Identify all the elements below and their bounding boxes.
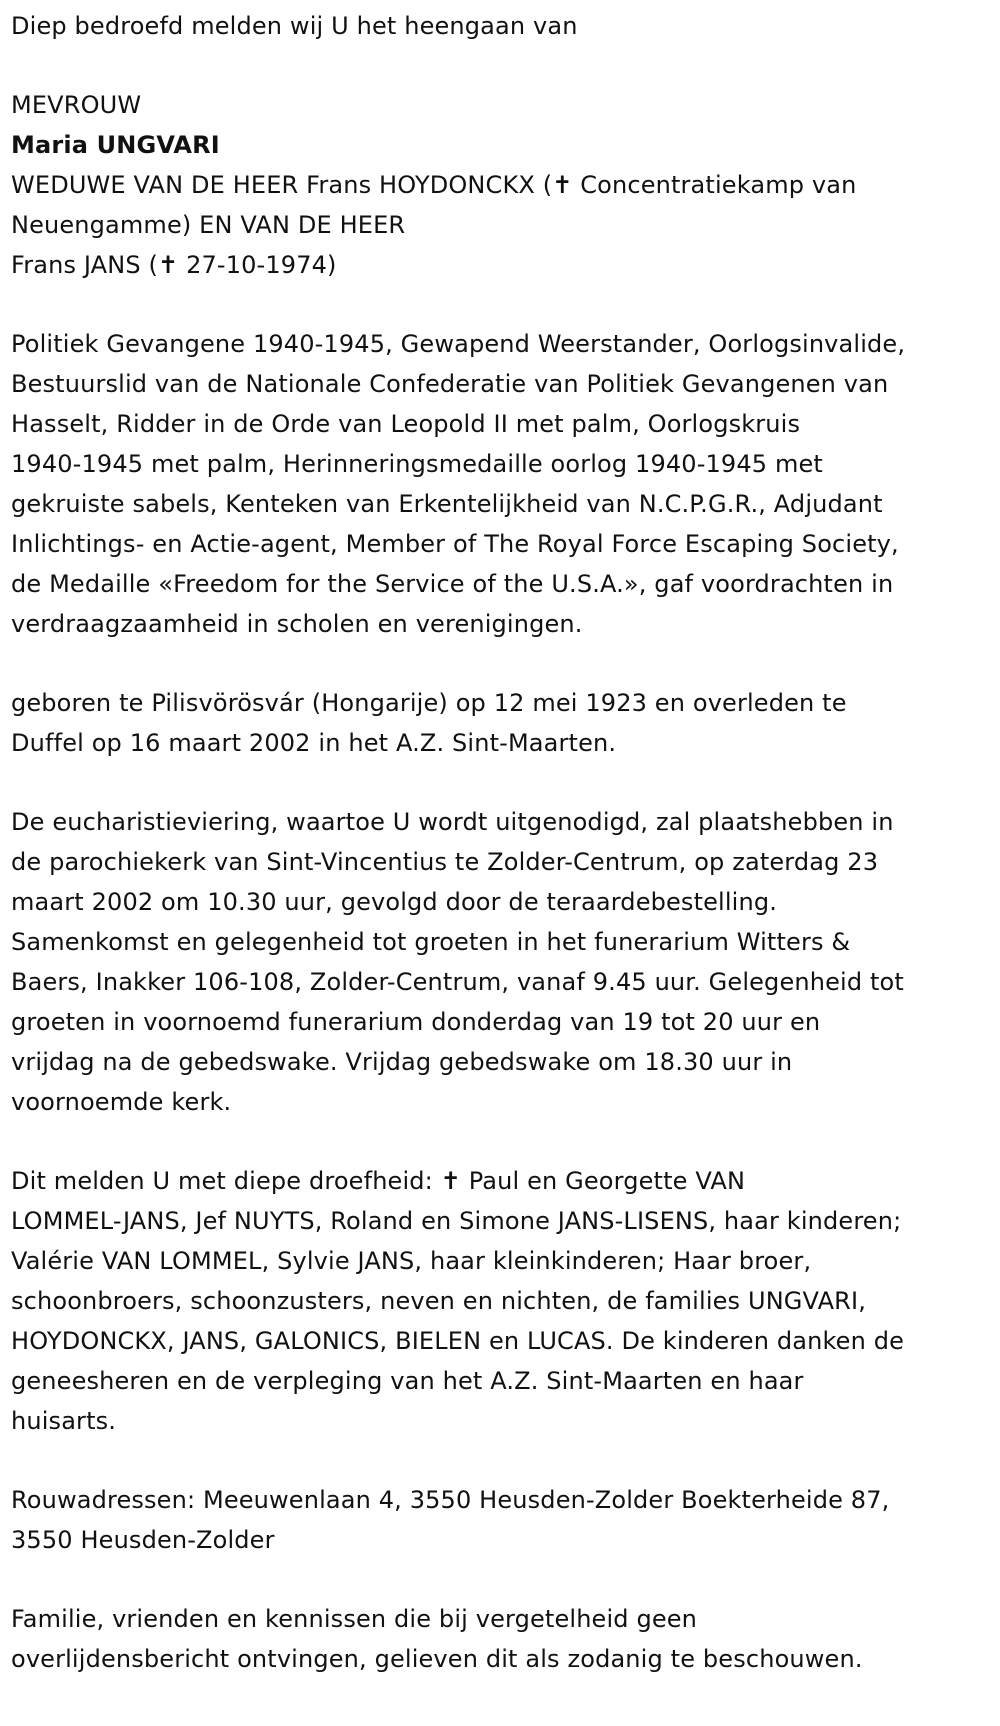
widow-of-line: Neuengamme) EN VAN DE HEER [11, 211, 406, 239]
ceremony-line: vrijdag na de gebedswake. Vrijdag gebedswake om 18.30 uur in [11, 1048, 793, 1076]
spacer [11, 285, 991, 324]
deceased-name: Maria UNGVARI [11, 131, 220, 159]
spacer [11, 46, 991, 85]
ceremony-line: De eucharistieviering, waartoe U wordt uitgenodigd, zal plaatshebben in [11, 808, 894, 836]
honors-line: Inlichtings- en Actie-agent, Member of The Royal Force Escaping Society, [11, 530, 899, 558]
honors-line: 1940-1945 met palm, Herinneringsmedaille oorlog 1940-1945 met [11, 450, 823, 478]
honors-paragraph [11, 324, 991, 644]
widow-of-line: Frans JANS (✝ 27-10-1974) [11, 251, 337, 279]
birth-death-line: Duffel op 16 maart 2002 in het A.Z. Sint-Maarten. [11, 729, 617, 757]
honors-line: Politiek Gevangene 1940-1945, Gewapend Weerstander, Oorlogsinvalide, [11, 330, 906, 358]
ceremony-line: voornoemde kerk. [11, 1088, 232, 1116]
intro-text: Diep bedroefd melden wij U het heengaan van [11, 12, 578, 40]
ceremony-line: maart 2002 om 10.30 uur, gevolgd door de teraardebestelling. [11, 888, 778, 916]
honors-line: Bestuurslid van de Nationale Confederatie van Politiek Gevangenen van [11, 370, 889, 398]
birth-death-line: geboren te Pilisvörösvár (Hongarije) op 12 mei 1923 en overleden te [11, 689, 847, 717]
family-line: schoonbroers, schoonzusters, neven en nichten, de families UNGVARI, [11, 1287, 866, 1315]
family-line: Valérie VAN LOMMEL, Sylvie JANS, haar kleinkinderen; Haar broer, [11, 1247, 812, 1275]
honors-line: verdraagzaamheid in scholen en verenigingen. [11, 610, 583, 638]
spacer [11, 1122, 991, 1161]
honors-line: gekruiste sabels, Kenteken van Erkentelijkheid van N.C.P.G.R., Adjudant [11, 490, 883, 518]
widow-of-block [11, 165, 991, 285]
family-paragraph [11, 1161, 991, 1441]
spacer [11, 1441, 991, 1480]
family-line: Dit melden U met diepe droefheid: ✝ Paul en Georgette VAN [11, 1167, 746, 1195]
ceremony-paragraph [11, 802, 991, 1122]
honors-line: de Medaille «Freedom for the Service of the U.S.A.», gaf voordrachten in [11, 570, 894, 598]
ceremony-line: groeten in voornoemd funerarium donderdag van 19 tot 20 uur en [11, 1008, 821, 1036]
family-line: HOYDONCKX, JANS, GALONICS, BIELEN en LUCAS. De kinderen danken de [11, 1327, 905, 1355]
family-line: geneesheren en de verpleging van het A.Z. Sint-Maarten en haar [11, 1367, 804, 1395]
addresses-paragraph [11, 1480, 991, 1560]
ceremony-line: Baers, Inakker 106-108, Zolder-Centrum, vanaf 9.45 uur. Gelegenheid tot [11, 968, 904, 996]
family-line: huisarts. [11, 1407, 117, 1435]
ceremony-line: Samenkomst en gelegenheid tot groeten in het funerarium Witters & [11, 928, 851, 956]
spacer [11, 644, 991, 683]
family-line: LOMMEL-JANS, Jef NUYTS, Roland en Simone JANS-LISENS, haar kinderen; [11, 1207, 902, 1235]
address-line: Rouwadressen: Meeuwenlaan 4, 3550 Heusden-Zolder Boekterheide 87, [11, 1486, 890, 1514]
birth-death-paragraph [11, 683, 991, 763]
address-line: 3550 Heusden-Zolder [11, 1526, 275, 1554]
widow-of-line: WEDUWE VAN DE HEER Frans HOYDONCKX (✝ Concentratiekamp van [11, 171, 857, 199]
obituary-document [11, 6, 991, 1679]
closing-line: overlijdensbericht ontvingen, gelieven dit als zodanig te beschouwen. [11, 1645, 863, 1673]
salutation: MEVROUW [11, 91, 142, 119]
closing-line: Familie, vrienden en kennissen die bij vergetelheid geen [11, 1605, 698, 1633]
spacer [11, 1560, 991, 1599]
honors-line: Hasselt, Ridder in de Orde van Leopold II met palm, Oorlogskruis [11, 410, 801, 438]
ceremony-line: de parochiekerk van Sint-Vincentius te Zolder-Centrum, op zaterdag 23 [11, 848, 879, 876]
spacer [11, 763, 991, 802]
closing-paragraph [11, 1599, 991, 1679]
